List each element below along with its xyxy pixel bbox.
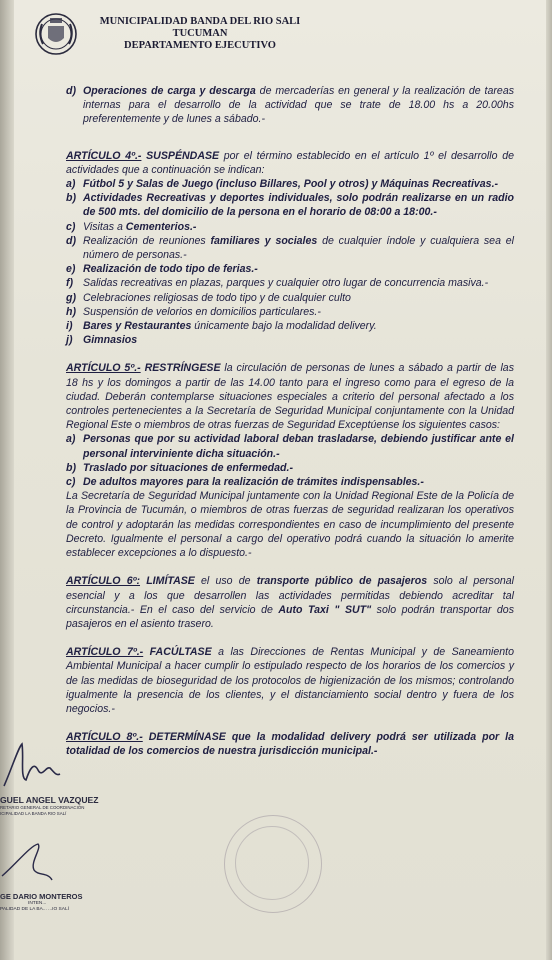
page-right-shadow [546,0,552,960]
item-label: b) [66,192,76,205]
item-bold-text: Operaciones de carga y descarga [83,85,256,97]
article-6-text: solo podrán transportar dos pasajeros en el asiento trasero. [66,603,514,630]
article-6-heading: ARTÍCULO 6º: [66,575,141,588]
item-text: Actividades Recreativas y deportes individuales, solo podrán realizarse en un radio de 500 mts. del domicilio de la persona en el horario de 08:00 a 18:00.- [83,192,514,219]
item-text: Suspensión de velorios en domicilios particulares.- [83,305,321,318]
item-label: d) [66,85,76,97]
item-text: De adultos mayores para la realización de trámites indispensables.- [83,476,424,489]
list-item [66,319,514,333]
article-7 [66,645,514,716]
header-municipality: MUNICIPALIDAD BANDA DEL RIO SALI [99,16,301,27]
item-text: Fútbol 5 y Salas de Juego (incluso Billares, Pool y otros) y Máquinas Recreativas.- [83,178,499,191]
article-4-text: por el término establecido en el artículo 1º el desarrollo de actividades que a continuación se indican: [66,149,514,176]
item-text: Visitas a [83,220,126,233]
signature-1-title: RETARIO GENERAL DE COORDINACIÓN [0,805,85,810]
article-6 [66,574,514,631]
item-text: de cualquier índole y cualquiera sea el número de personas.- [83,234,515,262]
item-label: c) [66,476,76,489]
item-label: a) [66,433,76,446]
item-text: Salidas recreativas en plazas, parques y cualquier otro lugar de concurrencia masiva.- [83,277,489,290]
municipal-seal-icon [34,12,78,56]
list-item [66,234,514,262]
list-item [66,177,514,191]
item-text: Gimnasios [83,334,138,347]
item-label: c) [66,220,76,233]
signature-1-office: ICIPALIDAD LA BANDA RIO SALÍ [0,811,67,816]
header-department: DEPARTAMENTO EJECUTIVO [124,40,276,51]
item-text: Celebraciones religiosas de todo tipo y de cualquier culto [83,291,351,304]
article-6-text: solo al personal esencial y a los que desarrollen las actividades permitidas debiendo acreditar tal circunstancia.- En el caso del servicio de [66,575,514,616]
item-label: b) [66,461,76,474]
item-text: Realización de todo tipo de ferias.- [83,263,258,276]
item-label: i) [66,320,73,333]
list-item [66,262,514,276]
item-bold-text: Cementerios.- [125,220,197,233]
article-4-heading: ARTÍCULO 4º.- [66,149,142,162]
signature-2-name: GE DARIO MONTEROS [0,892,83,901]
handwritten-signature-2 [0,836,60,892]
article-5-text: la circulación de personas de lunes a sábado a partir de las 18 hs y los domingos a partir de las 14.00 tanto para el ingreso como para el egreso de la ciudad. Deberán contemplarse situaciones especiales a criterio del personal afectado a los controles pertenecientes a la Secretaría de Seguridad Municipal conjuntamente con la Unidad Regional Este o miembros de otras fuerzas de Seguridad Exceptúense los siguientes casos: [66,362,514,432]
list-item [66,276,514,290]
article-6-bold-text: transporte público de pasajeros [256,575,428,588]
handwritten-signature-1 [0,738,70,798]
article-8-text: que la modalidad delivery podrá ser utilizada por la totalidad de los comercios de nuestra jurisdicción municipal.- [66,731,514,758]
list-item [66,305,514,319]
article-4-verb: SUSPÉNDASE [146,149,220,162]
article-7-heading: ARTÍCULO 7º.- [66,646,144,659]
item-label: g) [66,291,76,304]
item-label: f) [66,277,74,290]
signature-1-name: GUEL ANGEL VAZQUEZ [0,795,99,805]
list-item [66,84,514,127]
item-label: a) [66,178,76,191]
article-4 [66,149,514,177]
article-5-verb: RESTRÍNGESE [144,362,221,375]
letterhead [34,10,534,62]
signature-1-block [0,795,99,817]
article-7-verb: FACÚLTASE [149,646,212,659]
list-item [66,291,514,305]
item-bold-text: familiares y sociales [210,234,318,247]
list-item [66,333,514,347]
item-label: d) [66,234,76,247]
item-label: h) [66,305,76,318]
list-item [66,475,514,489]
article-6-text: el uso de [194,575,257,588]
article-5-heading: ARTÍCULO 5º.- [66,362,141,375]
item-label: e) [66,263,76,276]
list-item [66,432,514,460]
signature-2-title: INTEN... [28,901,47,906]
list-item [66,220,514,234]
list-item [66,191,514,219]
article-8-verb: DETERMÍNASE [148,731,226,744]
letterhead-text [90,16,310,52]
article-6-bold-text: Auto Taxi " SUT" [278,603,372,616]
item-text: únicamente bajo la modalidad delivery. [191,320,377,333]
item-bold-text: Bares y Restaurantes [83,320,192,333]
list-item [66,461,514,475]
article-7-text: a las Direcciones de Rentas Municipal y de Saneamiento Ambiental Municipal a hacer cumplir lo estipulado respecto de los horarios de los comercios y de las medidas de bioseguridad de los protocolos de higienización de los mismos; controlando igualmente la presencia de los clientes, y el distanciamiento social dentro y fuera de los negocios.- [66,646,514,715]
item-text: Realización de reuniones [83,234,211,247]
article-5 [66,361,514,432]
article-5-closing: La Secretaría de Seguridad Municipal juntamente con la Unidad Regional Este de la Policía de la Provincia de Tucumán, o miembros de otras fuerzas de seguridad realizaran los operativos de control y adoptarán las medidas correspondientes en caso de incumplimiento del presente Decreto. Igualmente el personal a cargo del operativo podrá cuando la situación lo amerite establecer excepciones a lo dispuesto.- [66,490,514,560]
item-text: Personas que por su actividad laboral deban trasladarse, debiendo justificar ante el personal interviniente dicha situación.- [83,433,514,460]
round-stamp [224,815,322,913]
item-label: j) [66,334,73,347]
article-8 [66,730,514,758]
item-text: de mercaderías en general y la realización de tareas internas para el desarrollo de la actividad que se trate de 18.00 hs a 20.00hs preferentemente y de lunes a sábado.- [83,85,515,126]
article-8-heading: ARTÍCULO 8º.- [66,731,143,744]
article-6-verb: LIMÍTASE [146,575,195,588]
signature-2-block [0,892,86,913]
header-province: TUCUMAN [172,28,228,39]
item-text: Traslado por situaciones de enfermedad.- [83,461,293,474]
signature-2-office: PALIDAD DE LA BA... ...IO SALÍ [0,907,69,912]
decree-body [66,84,514,759]
